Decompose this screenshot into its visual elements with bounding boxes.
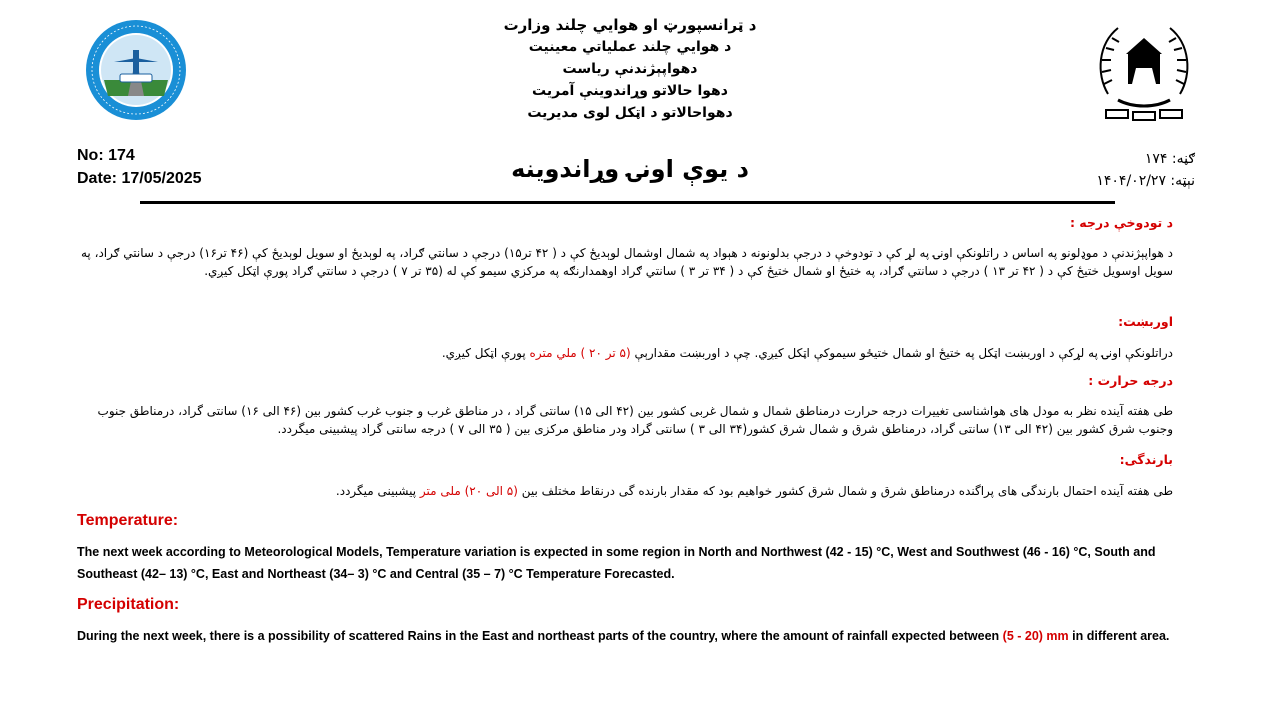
dari-precip-amount: (۵ الی ۲۰) ملی متر [419, 484, 518, 498]
dari-precip-text-1: طی هفته آینده احتمال بارندگی های پراگنده درمناطق شرق و شمال شرق کشور خواهیم بود که مقدار بارنده گی درنقاط مختلف بین [521, 484, 1173, 498]
document-number: No: 174 [77, 147, 135, 164]
national-emblem [1088, 14, 1200, 126]
header-line-directorate: دهواپېژندنې رياست [562, 61, 698, 77]
pashto-temperature-body: د هواپېژندنې د موډلونو په اساس د راتلونکې اونۍ په لړ کې د تودوخې د درجې بدلونونه د هېواد په شمال اوشمال لوېديځ کې د ( ۴۲ تر۱۵) درجې د سانتي ګراد، په لوېديځ او سويل لوېديځ کې (۴۶ تر۱۶) درجې د سانتي ګراد، په سويل اوسويل ختيځ کې د ( ۴۲ تر ۱۳ ) درجې د سانتي ګراد، په ختيځ او شمال ختيځ کې د ( ۳۴ تر ۳ ) سانتي ګراد اوهمدارنګه په مرکزي سيمو کې له (۳۵ تر ۷ ) درجې د سانتي ګراد پورې اټکل کيږي. [81, 246, 1173, 278]
english-precipitation-heading: Precipitation: [77, 596, 180, 613]
reference-number: ګڼه: ۱۷۴ [1144, 151, 1195, 167]
header-divider [140, 201, 1115, 204]
english-precip-amount: (5 - 20) mm [1002, 629, 1069, 643]
header-line-forecast-office: دهوا حالاتو وړاندوينې آمريت [532, 83, 728, 99]
ministry-logo [84, 18, 188, 122]
pashto-precip-text-2: پورې اټکل کيږي. [441, 346, 526, 360]
header-line-forecast-department: دهواحالاتو د اټکل لوی مديريت [527, 105, 733, 121]
header-organization [440, 14, 820, 124]
reference-date: نېټه: ۱۴۰۴/۰۲/۲۷ [1096, 173, 1195, 189]
header-line-deputy: د هوايي چلند عملياتي معينيت [528, 39, 732, 55]
dari-temperature-body: طی هفته آینده نظر به مودل های هواشناسی تغییرات درجه حرارت درمناطق شمال و شمال غربی کشور بین (۴۲ الی ۱۵) سانتی گراد ، در مناطق غرب و جنوب غرب کشور بین (۴۶ الی ۱۶) سانتی گراد، درمناطق جنوب وجنوب شرق کشور بین (۴۲ الی ۱۳) سانتی گراد، درمناطق شرق و شمال شرق کشور(۳۴ الی ۳ ) سانتی گراد ودر مناطق مرکزی بین ( ۳۵ الی ۷ ) درجه سانتی گراد پیشبینی میگردد. [97, 404, 1173, 436]
pashto-temperature-heading: د تودوخې درجه : [1069, 215, 1173, 230]
page-title: د يوې اونۍ وړاندوينه [511, 155, 749, 183]
reference-block [1020, 148, 1195, 192]
english-precip-text-1: During the next week, there is a possibility of scattered Rains in the East and northeast parts of the country, where the amount of rainfall expected between [77, 629, 1000, 643]
document-number-date [77, 144, 202, 190]
dari-precipitation-body [73, 482, 1173, 500]
english-temperature-heading: Temperature: [77, 512, 179, 529]
pashto-precip-text-1: دراتلونکې اونۍ په لړکې د اوربښت اټکل په ختيځ او شمال ختيځو سيموکې اټکل کيږي. چې د اوربښت مقدارېې [634, 346, 1173, 360]
dari-precip-text-2: پیشبینی میگردد. [335, 484, 417, 498]
pashto-precipitation-heading: اوربښت: [1118, 314, 1173, 329]
document-date: Date: 17/05/2025 [77, 170, 202, 187]
dari-precipitation-heading: بارندگی: [1119, 452, 1173, 467]
english-precip-text-2: in different area. [1072, 629, 1170, 643]
header-line-ministry: د ټرانسپورټ او هوايي چلند وزارت [503, 16, 757, 34]
english-precipitation-body [77, 625, 1177, 647]
english-temperature-body: The next week according to Meteorological Models, Temperature variation is expected in some region in North and Northwest (42 - 15) °C, West and Southwest (46 - 16) °C, South and Southeast (42– 13) °C, East and Northeast (34– 3) °C and Central (35 – 7) °C Temperature Forecasted. [77, 545, 1156, 581]
pashto-precip-amount: (۵ تر ۲۰ ) ملي متره [529, 346, 631, 360]
dari-temperature-heading: درجه حرارت : [1088, 373, 1173, 388]
pashto-precipitation-body [73, 344, 1173, 362]
